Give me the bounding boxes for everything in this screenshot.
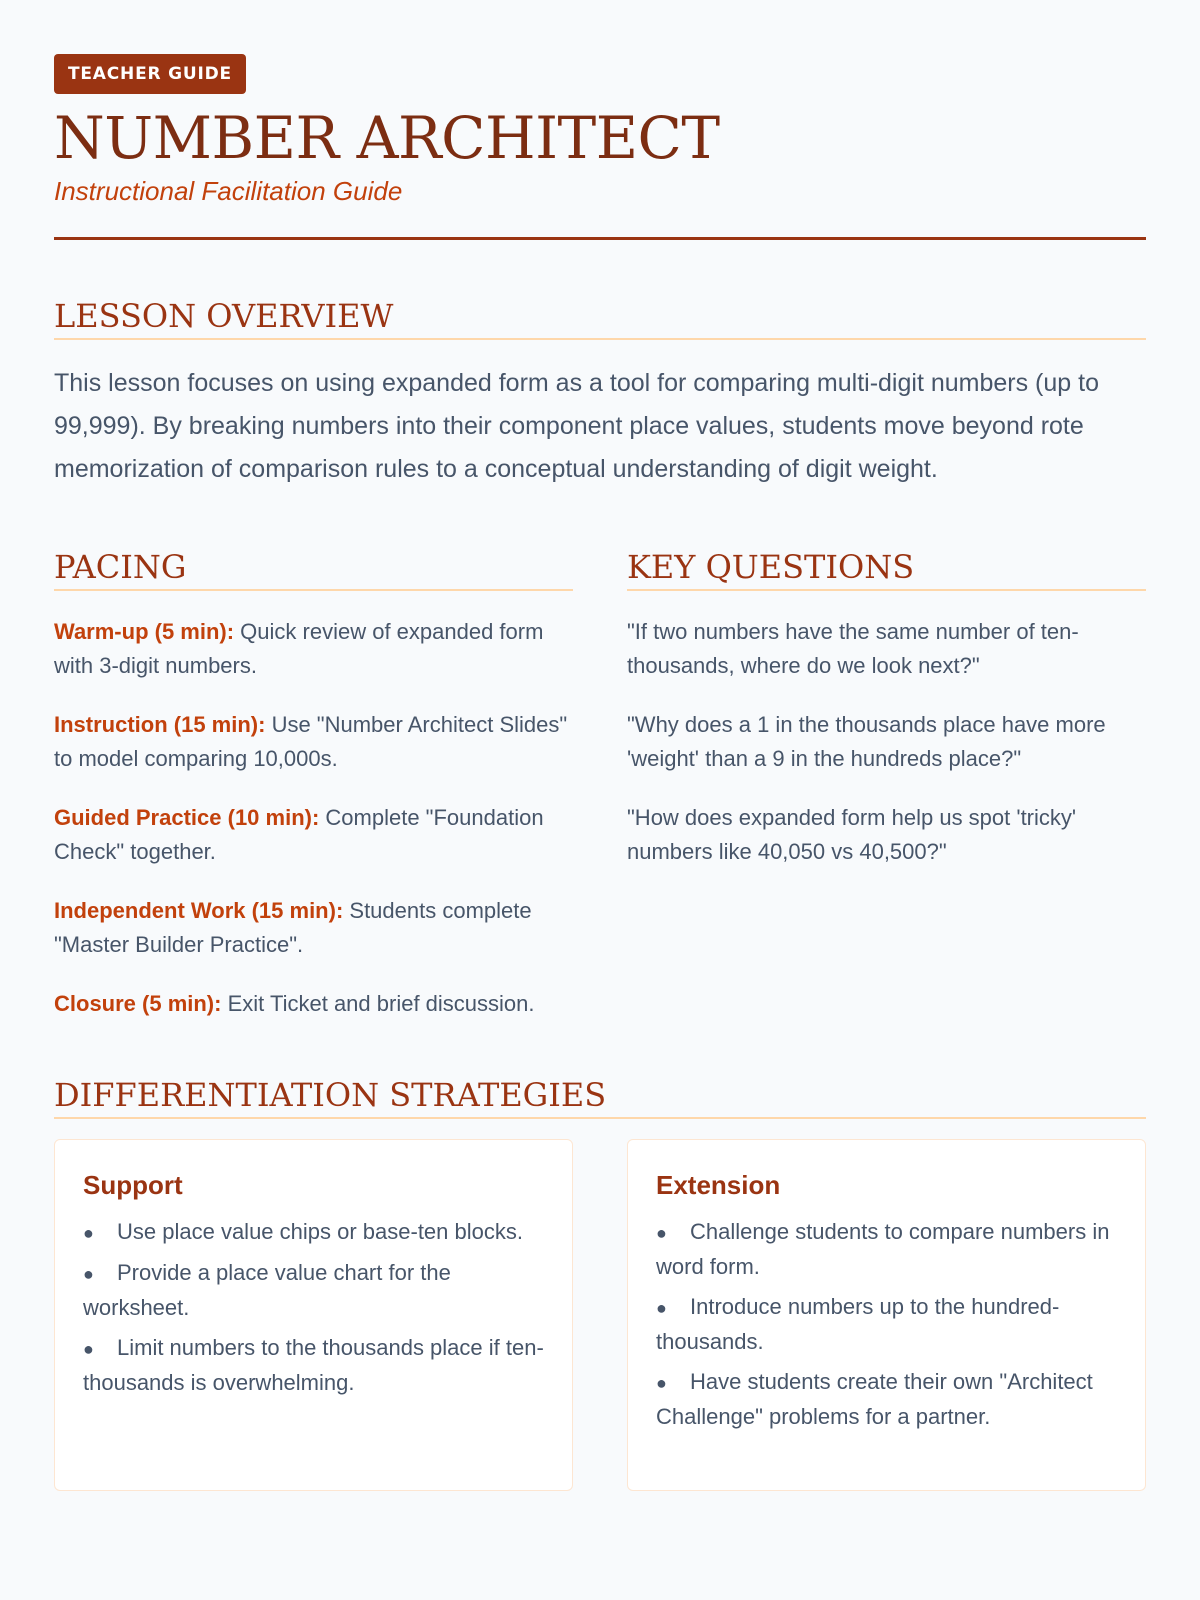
pacing-item-text: Use "Number Architect Slides" to model comparing 10,000s. xyxy=(54,712,568,771)
pacing-item-label: Closure (5 min): xyxy=(54,991,222,1016)
list-item xyxy=(83,1331,544,1400)
extension-card-title: Extension xyxy=(656,1170,781,1200)
bullet-icon: ● xyxy=(656,1373,667,1393)
pacing-item-text: Exit Ticket and brief discussion. xyxy=(221,991,535,1016)
teacher-guide-badge: TEACHER GUIDE xyxy=(54,54,246,94)
bullet-icon: ● xyxy=(656,1298,667,1318)
bullet-icon: ● xyxy=(83,1264,94,1284)
support-list xyxy=(83,1215,544,1400)
key-question: "Why does a 1 in the thousands place have more 'weight' than a 9 in the hundreds place?" xyxy=(627,712,1106,771)
differentiation-section xyxy=(54,1075,1146,1491)
bullet-icon: ● xyxy=(656,1223,667,1243)
support-card xyxy=(54,1139,573,1491)
lesson-overview-text: This lesson focuses on using expanded form as a tool for comparing multi-digit numbers (up to 99,999). By breaking numbers into their component place values, students move beyond rote memorization of comparison rules to a conceptual understanding of digit weight. xyxy=(54,369,1099,483)
pacing-heading: PACING xyxy=(54,547,573,591)
differentiation-cards xyxy=(54,1139,1146,1491)
pacing-item-text: Students complete "Master Builder Practice". xyxy=(54,898,532,957)
key-questions-heading: KEY QUESTIONS xyxy=(627,547,1146,591)
extension-card xyxy=(627,1139,1146,1491)
pacing-item-text: Quick review of expanded form with 3-digit numbers. xyxy=(54,619,544,678)
list-item xyxy=(83,1256,544,1325)
pacing-item-warm-up xyxy=(54,615,573,683)
list-item xyxy=(656,1290,1117,1359)
list-item-text: Introduce numbers up to the hundred-thousands. xyxy=(656,1294,1060,1354)
header-divider xyxy=(54,237,1146,240)
list-item xyxy=(656,1215,1117,1284)
pacing-item-instruction xyxy=(54,708,573,776)
pacing-item-label: Warm-up (5 min): xyxy=(54,619,235,644)
pacing-item-text: Complete "Foundation Check" together. xyxy=(54,805,544,864)
pacing-item-guided-practice xyxy=(54,801,573,869)
pacing-item-independent-work xyxy=(54,894,573,962)
pacing-item-label: Guided Practice (10 min): xyxy=(54,805,320,830)
list-item-text: Limit numbers to the thousands place if ten-thousands is overwhelming. xyxy=(83,1335,544,1395)
page-title: NUMBER ARCHITECT xyxy=(54,104,720,172)
list-item-text: Provide a place value chart for the worksheet. xyxy=(83,1260,451,1320)
pacing-section xyxy=(54,547,573,1021)
list-item-text: Use place value chips or base-ten blocks. xyxy=(117,1219,523,1244)
list-item xyxy=(656,1365,1117,1434)
support-card-title: Support xyxy=(83,1170,183,1200)
list-item xyxy=(83,1215,544,1250)
pacing-item-label: Independent Work (15 min): xyxy=(54,898,344,923)
pacing-and-questions-row xyxy=(54,547,1146,1021)
page-subtitle: Instructional Facilitation Guide xyxy=(54,176,403,206)
list-item-text: Have students create their own "Architect Challenge" problems for a partner. xyxy=(656,1369,1093,1429)
list-item-text: Challenge students to compare numbers in word form. xyxy=(656,1219,1110,1279)
pacing-item-label: Instruction (15 min): xyxy=(54,712,266,737)
key-question: "How does expanded form help us spot 'tricky' numbers like 40,050 vs 40,500?" xyxy=(627,805,1077,864)
bullet-icon: ● xyxy=(83,1223,94,1243)
key-question: "If two numbers have the same number of ten-thousands, where do we look next?" xyxy=(627,619,1079,678)
pacing-item-closure xyxy=(54,987,573,1021)
extension-list xyxy=(656,1215,1117,1434)
differentiation-heading: DIFFERENTIATION STRATEGIES xyxy=(54,1075,1146,1119)
bullet-icon: ● xyxy=(83,1339,94,1359)
lesson-overview-heading: LESSON OVERVIEW xyxy=(54,296,1146,340)
key-questions-section xyxy=(627,547,1146,1021)
lesson-overview-section xyxy=(54,296,1146,491)
